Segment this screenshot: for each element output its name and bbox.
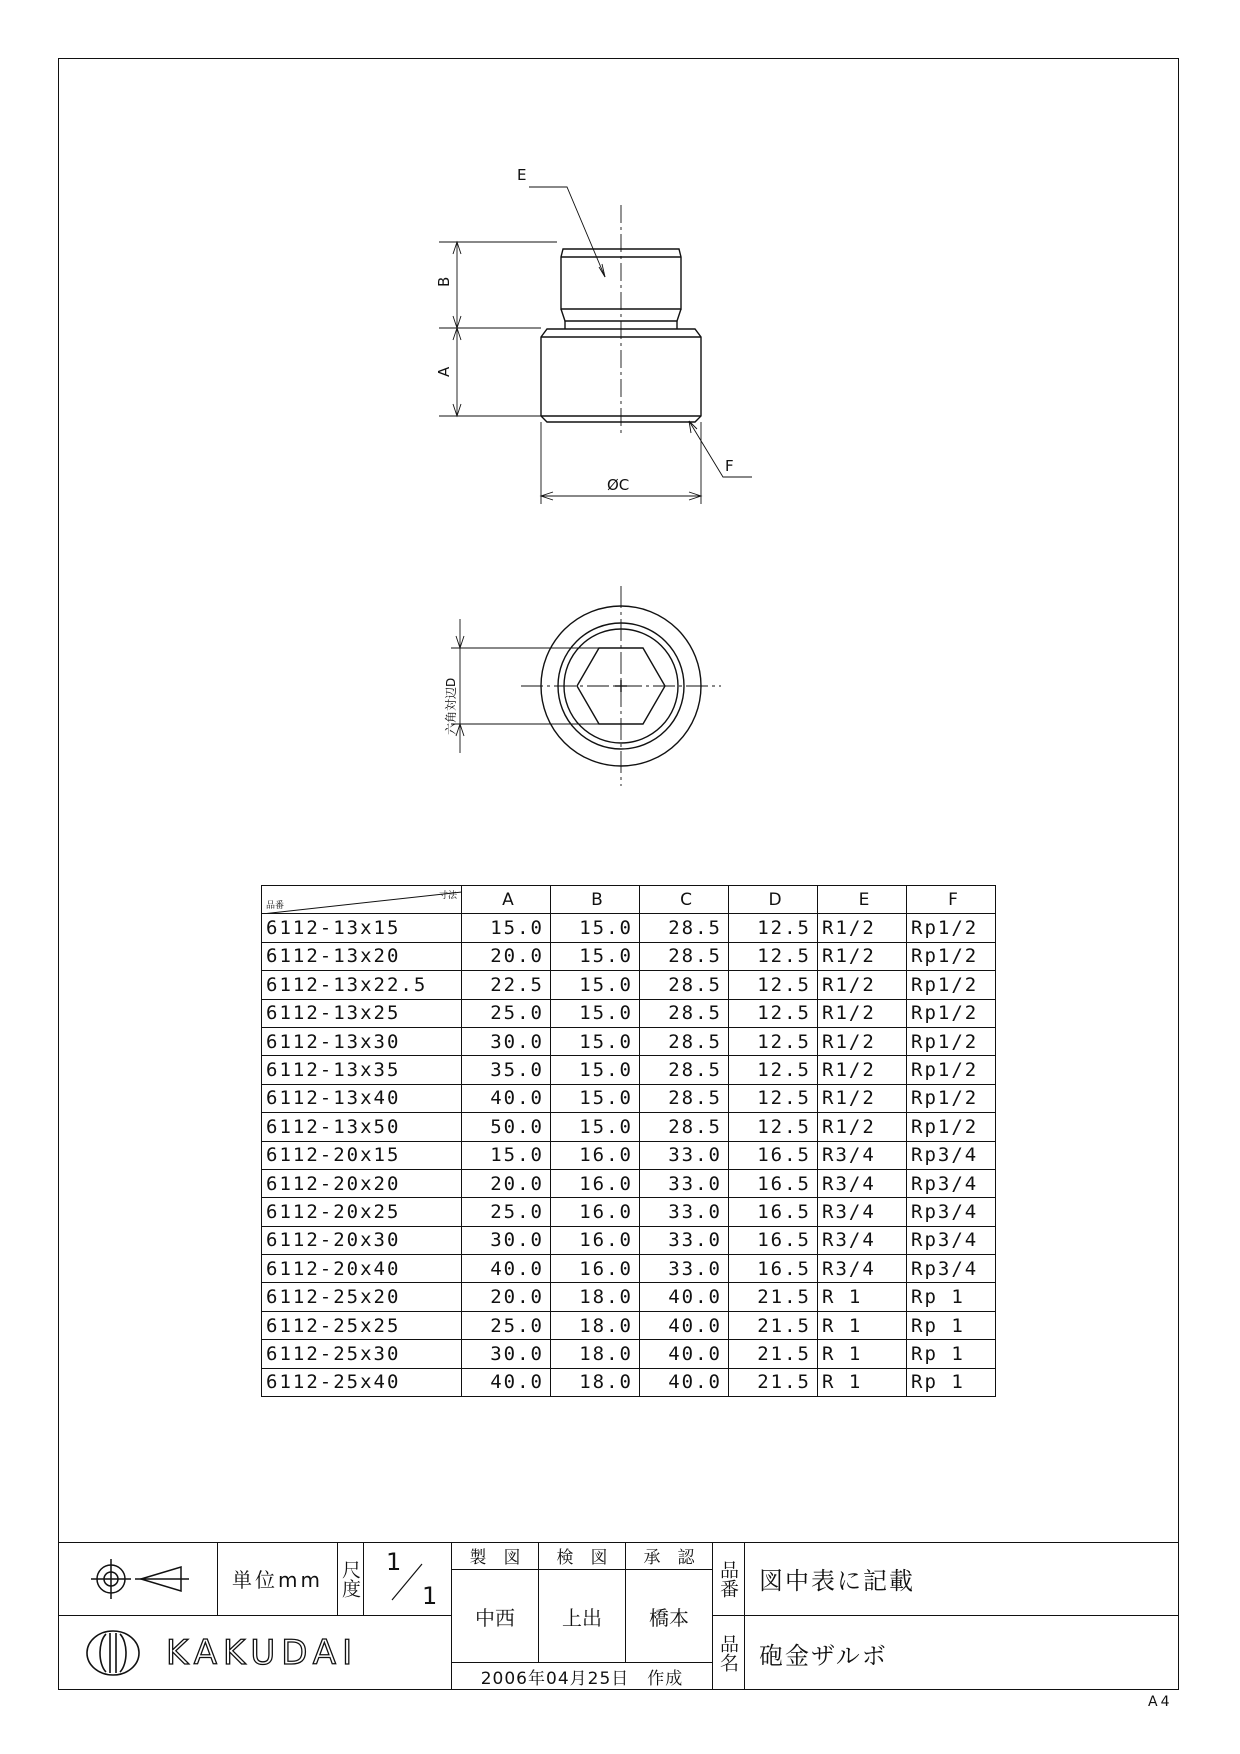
dimension-cell-c: 40.0: [640, 1368, 729, 1396]
logo-cell: [58, 1616, 452, 1690]
dimension-cell-f: Rp1/2: [907, 1113, 996, 1141]
label-d: 六角対辺D: [444, 677, 458, 735]
part-number-cell: 6112-25x20: [262, 1283, 462, 1311]
dimension-cell-d: 21.5: [729, 1311, 818, 1339]
checked-by: 上出: [539, 1570, 626, 1662]
dimension-cell-b: 18.0: [551, 1368, 640, 1396]
checked-label: 検 図: [539, 1542, 626, 1570]
table-row: [262, 1169, 996, 1197]
column-header-b: B: [551, 886, 640, 914]
label-a: A: [435, 366, 453, 377]
dimension-cell-f: Rp3/4: [907, 1169, 996, 1197]
dimension-cell-b: 15.0: [551, 1113, 640, 1141]
dimension-cell-a: 22.5: [462, 971, 551, 999]
dimension-cell-d: 21.5: [729, 1368, 818, 1396]
table-row: [262, 1226, 996, 1254]
dimension-cell-b: 15.0: [551, 1027, 640, 1055]
part-number-cell: 6112-13x35: [262, 1056, 462, 1084]
dimension-cell-a: 20.0: [462, 942, 551, 970]
dimension-cell-f: Rp3/4: [907, 1198, 996, 1226]
dimension-cell-a: 20.0: [462, 1283, 551, 1311]
column-header-d: D: [729, 886, 818, 914]
dimension-cell-e: R 1: [818, 1368, 907, 1396]
scale-denominator: 1: [422, 1582, 438, 1610]
dimension-cell-f: Rp1/2: [907, 971, 996, 999]
dimension-cell-a: 30.0: [462, 1340, 551, 1368]
corner-top-label: 寸法: [438, 891, 457, 901]
dimension-cell-b: 16.0: [551, 1198, 640, 1226]
dimension-cell-a: 25.0: [462, 1198, 551, 1226]
company-logo-text: KAKUDAI: [166, 1633, 359, 1673]
table-row: [262, 1368, 996, 1396]
side-view: [439, 187, 752, 504]
dimension-cell-b: 18.0: [551, 1311, 640, 1339]
part-number-cell: 6112-13x25: [262, 999, 462, 1027]
dimensions-table: [261, 885, 996, 1397]
dimension-cell-f: Rp1/2: [907, 1084, 996, 1112]
corner-bottom-label: 品番: [266, 901, 285, 912]
dimension-cell-d: 12.5: [729, 1113, 818, 1141]
part-number-cell: 6112-20x20: [262, 1169, 462, 1197]
dimension-cell-b: 15.0: [551, 999, 640, 1027]
dimension-cell-a: 15.0: [462, 1141, 551, 1169]
dimension-cell-c: 33.0: [640, 1226, 729, 1254]
dimension-cell-a: 25.0: [462, 999, 551, 1027]
table-row: [262, 914, 996, 942]
dimension-cell-b: 18.0: [551, 1283, 640, 1311]
dimension-cell-c: 40.0: [640, 1311, 729, 1339]
dimension-cell-e: R1/2: [818, 1084, 907, 1112]
dimension-cell-e: R1/2: [818, 971, 907, 999]
dimension-cell-e: R3/4: [818, 1141, 907, 1169]
table-row: [262, 1084, 996, 1112]
dimension-cell-f: Rp1/2: [907, 1027, 996, 1055]
dimension-cell-d: 16.5: [729, 1198, 818, 1226]
dimension-cell-b: 15.0: [551, 914, 640, 942]
part-number-cell: 6112-13x40: [262, 1084, 462, 1112]
dimension-cell-c: 28.5: [640, 1027, 729, 1055]
dimension-cell-e: R1/2: [818, 914, 907, 942]
part-number-cell: 6112-25x25: [262, 1311, 462, 1339]
part-number-cell: 6112-20x30: [262, 1226, 462, 1254]
dimension-cell-c: 28.5: [640, 1113, 729, 1141]
dimension-cell-d: 12.5: [729, 999, 818, 1027]
drawn-by: 中西: [452, 1570, 539, 1662]
part-number-cell: 6112-13x30: [262, 1027, 462, 1055]
column-header-e: E: [818, 886, 907, 914]
part-no-value: 図中表に記載: [745, 1542, 1179, 1616]
third-angle-projection-icon: [83, 1554, 193, 1604]
creation-date: 2006年04月25日 作成: [452, 1662, 713, 1690]
drawn-label: 製 図: [452, 1542, 539, 1570]
part-number-cell: 6112-20x25: [262, 1198, 462, 1226]
dimension-cell-f: Rp3/4: [907, 1141, 996, 1169]
dimension-cell-c: 28.5: [640, 1084, 729, 1112]
dimension-cell-c: 33.0: [640, 1141, 729, 1169]
dimension-cell-f: Rp3/4: [907, 1255, 996, 1283]
table-body: [262, 914, 996, 1397]
dimension-cell-e: R1/2: [818, 1056, 907, 1084]
column-header-f: F: [907, 886, 996, 914]
dimension-cell-d: 12.5: [729, 914, 818, 942]
kakudai-logo-icon: [84, 1628, 142, 1678]
drawing-sheet: [58, 58, 1179, 1690]
label-b: B: [435, 276, 453, 287]
label-f: F: [725, 457, 734, 475]
front-view: [451, 586, 721, 786]
part-number-cell: 6112-20x40: [262, 1255, 462, 1283]
dimension-cell-d: 12.5: [729, 1027, 818, 1055]
table-row: [262, 1056, 996, 1084]
dimension-cell-a: 15.0: [462, 914, 551, 942]
dimension-cell-a: 35.0: [462, 1056, 551, 1084]
dimension-cell-a: 30.0: [462, 1027, 551, 1055]
dimension-cell-e: R3/4: [818, 1169, 907, 1197]
dimension-cell-b: 16.0: [551, 1226, 640, 1254]
part-no-label: 品番: [713, 1542, 745, 1616]
table-header-row: [262, 886, 996, 914]
dimension-cell-a: 40.0: [462, 1084, 551, 1112]
dimension-cell-b: 15.0: [551, 1056, 640, 1084]
dimension-cell-e: R 1: [818, 1340, 907, 1368]
dimension-cell-f: Rp1/2: [907, 942, 996, 970]
title-block: [58, 1542, 1179, 1690]
dimension-cell-a: 40.0: [462, 1255, 551, 1283]
dimension-cell-b: 16.0: [551, 1141, 640, 1169]
dimension-cell-f: Rp1/2: [907, 914, 996, 942]
table-row: [262, 942, 996, 970]
dimension-cell-d: 16.5: [729, 1226, 818, 1254]
dimension-cell-e: R1/2: [818, 1113, 907, 1141]
dimension-cell-d: 16.5: [729, 1169, 818, 1197]
dimension-cell-a: 40.0: [462, 1368, 551, 1396]
table-row: [262, 1198, 996, 1226]
dimension-cell-b: 15.0: [551, 942, 640, 970]
dimension-cell-d: 21.5: [729, 1340, 818, 1368]
scale-label: 尺度: [338, 1542, 364, 1616]
part-name-label: 品名: [713, 1616, 745, 1690]
dimension-cell-d: 16.5: [729, 1141, 818, 1169]
dimension-cell-d: 12.5: [729, 1056, 818, 1084]
dimension-cell-c: 28.5: [640, 999, 729, 1027]
part-number-cell: 6112-25x30: [262, 1340, 462, 1368]
dimension-cell-e: R3/4: [818, 1226, 907, 1254]
part-number-cell: 6112-13x22.5: [262, 971, 462, 999]
dimension-cell-a: 20.0: [462, 1169, 551, 1197]
dimension-cell-e: R3/4: [818, 1198, 907, 1226]
dimension-cell-a: 30.0: [462, 1226, 551, 1254]
dimension-cell-b: 18.0: [551, 1340, 640, 1368]
dimension-cell-a: 25.0: [462, 1311, 551, 1339]
dimension-cell-c: 28.5: [640, 971, 729, 999]
column-header-c: C: [640, 886, 729, 914]
dimension-cell-b: 15.0: [551, 971, 640, 999]
label-c: ØC: [607, 476, 630, 494]
dimension-cell-f: Rp 1: [907, 1340, 996, 1368]
dimension-cell-a: 50.0: [462, 1113, 551, 1141]
sheet-size-label: A4: [1148, 1694, 1173, 1710]
dimension-cell-c: 28.5: [640, 1056, 729, 1084]
dimension-cell-f: Rp1/2: [907, 1056, 996, 1084]
column-header-a: A: [462, 886, 551, 914]
table-corner-header: [262, 886, 462, 914]
dimension-cell-d: 12.5: [729, 1084, 818, 1112]
part-number-cell: 6112-13x15: [262, 914, 462, 942]
table-row: [262, 1255, 996, 1283]
dimension-cell-f: Rp 1: [907, 1283, 996, 1311]
table-row: [262, 1311, 996, 1339]
table-row: [262, 1113, 996, 1141]
table-row: [262, 1340, 996, 1368]
dimension-cell-c: 33.0: [640, 1169, 729, 1197]
dimension-cell-b: 15.0: [551, 1084, 640, 1112]
dimension-cell-e: R1/2: [818, 1027, 907, 1055]
scale-numerator: 1: [386, 1548, 402, 1576]
dimension-cell-f: Rp3/4: [907, 1226, 996, 1254]
corner-diagonal: [262, 886, 462, 914]
dimension-cell-e: R1/2: [818, 999, 907, 1027]
table-row: [262, 999, 996, 1027]
dimension-cell-e: R 1: [818, 1283, 907, 1311]
part-number-cell: 6112-25x40: [262, 1368, 462, 1396]
unit-cell: 単位mm: [218, 1542, 338, 1616]
table-row: [262, 971, 996, 999]
dimension-cell-d: 12.5: [729, 942, 818, 970]
dimension-cell-d: 21.5: [729, 1283, 818, 1311]
dimension-cell-c: 40.0: [640, 1340, 729, 1368]
part-number-cell: 6112-20x15: [262, 1141, 462, 1169]
table-row: [262, 1027, 996, 1055]
dimension-cell-d: 12.5: [729, 971, 818, 999]
projection-symbol-cell: [58, 1542, 218, 1616]
dimension-cell-d: 16.5: [729, 1255, 818, 1283]
part-number-cell: 6112-13x50: [262, 1113, 462, 1141]
dimension-cell-c: 33.0: [640, 1198, 729, 1226]
dimension-cell-c: 33.0: [640, 1255, 729, 1283]
dimension-cell-c: 28.5: [640, 914, 729, 942]
scale-value-cell: [364, 1542, 452, 1616]
dimension-cell-e: R3/4: [818, 1255, 907, 1283]
dimension-cell-f: Rp 1: [907, 1311, 996, 1339]
dimension-cell-e: R 1: [818, 1311, 907, 1339]
part-number-cell: 6112-13x20: [262, 942, 462, 970]
dimension-cell-f: Rp 1: [907, 1368, 996, 1396]
approved-label: 承 認: [626, 1542, 713, 1570]
dimension-cell-e: R1/2: [818, 942, 907, 970]
part-name-value: 砲金ザルボ: [759, 1641, 888, 1670]
dimension-cell-c: 40.0: [640, 1283, 729, 1311]
approved-by: 橋本: [626, 1570, 713, 1662]
label-e: E: [517, 166, 527, 184]
dimension-cell-b: 16.0: [551, 1169, 640, 1197]
scale-slash: [364, 1542, 452, 1616]
dimension-cell-f: Rp1/2: [907, 999, 996, 1027]
dimension-cell-c: 28.5: [640, 942, 729, 970]
table-row: [262, 1141, 996, 1169]
table-row: [262, 1283, 996, 1311]
dimension-cell-b: 16.0: [551, 1255, 640, 1283]
